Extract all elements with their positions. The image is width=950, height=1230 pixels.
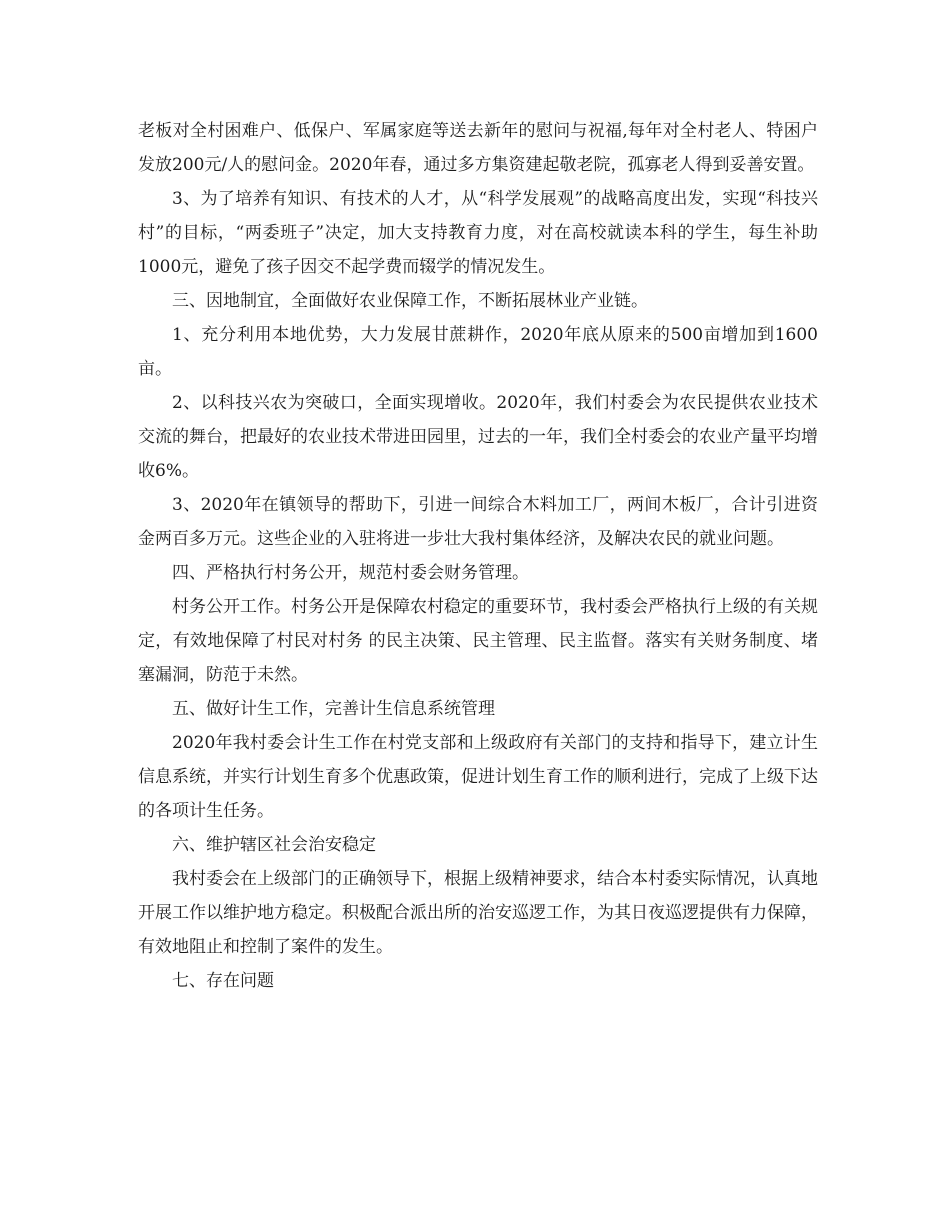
document-body [138, 114, 818, 998]
paragraph-education-subsidy: 3、为了培养有知识、有技术的人才，从“科学发展观”的战略高度出发，实现“科技兴村”的目标，“两委班子”决定，加大支持教育力度，对在高校就读本科的学生，每生补助1000元，避免了孩子因交不起学费而辍学的情况发生。 [138, 189, 818, 277]
paragraph-tech-agriculture: 2、以科技兴农为突破口，全面实现增收。2020年，我们村委会为农民提供农业技术交流的舞台，把最好的农业技术带进田园里，过去的一年，我们全村委会的农业产量平均增收6%。 [138, 393, 818, 481]
section-heading-family-planning: 五、做好计生工作，完善计生信息系统管理 [172, 699, 495, 719]
paragraph-continuation: 老板对全村困难户、低保户、军属家庭等送去新年的慰问与祝福,每年对全村老人、特困户发放200元/人的慰问金。2020年春，通过多方集资建起敬老院，孤寡老人得到妥善安置。 [138, 121, 818, 175]
paragraph-public-security: 我村委会在上级部门的正确领导下，根据上级精神要求，结合本村委实际情况，认真地开展工作以维护地方稳定。积极配合派出所的治安巡逻工作，为其日夜巡逻提供有力保障，有效地阻止和控制了案件的发生。 [138, 869, 818, 957]
paragraph-village-affairs: 村务公开工作。村务公开是保障农村稳定的重要环节，我村委会严格执行上级的有关规定，有效地保障了村民对村务 的民主决策、民主管理、民主监督。落实有关财务制度、堵塞漏洞，防范于未然。 [138, 597, 818, 685]
section-heading-public-security: 六、维护辖区社会治安稳定 [172, 835, 376, 855]
paragraph-sugarcane: 1、充分利用本地优势，大力发展甘蔗耕作，2020年底从原来的500亩增加到1600亩。 [138, 325, 818, 379]
paragraph-family-planning: 2020年我村委会计生工作在村党支部和上级政府有关部门的支持和指导下，建立计生信息系统，并实行计划生育多个优惠政策，促进计划生育工作的顺利进行，完成了上级下达的各项计生任务。 [138, 733, 818, 821]
section-heading-village-affairs: 四、严格执行村务公开，规范村委会财务管理。 [172, 563, 529, 583]
section-heading-agriculture: 三、因地制宜，全面做好农业保障工作，不断拓展林业产业链。 [172, 291, 648, 311]
paragraph-factories: 3、2020年在镇领导的帮助下，引进一间综合木料加工厂，两间木板厂，合计引进资金两百多万元。这些企业的入驻将进一步壮大我村集体经济，及解决农民的就业问题。 [138, 495, 818, 549]
section-heading-problems: 七、存在问题 [172, 971, 274, 991]
